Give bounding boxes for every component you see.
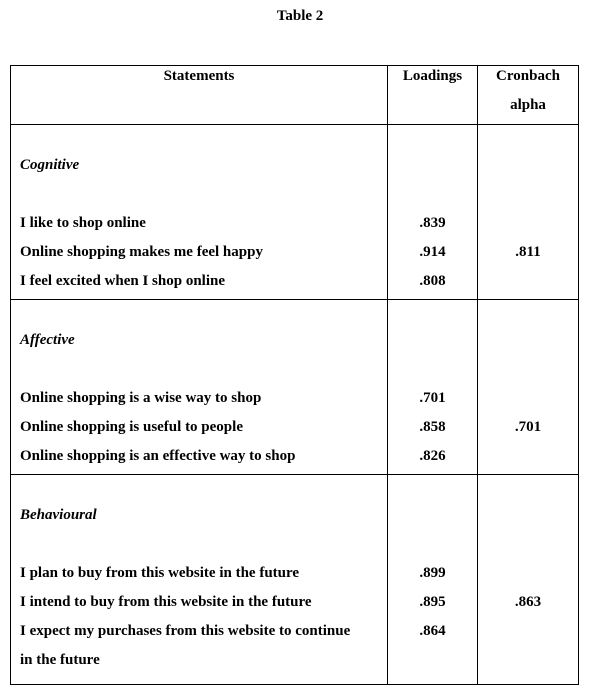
cognitive-bottom-border: [10, 299, 579, 300]
statement: I feel excited when I shop online: [20, 273, 226, 289]
loading-value: .826: [419, 448, 446, 464]
loadings-alpha-divider: [477, 65, 478, 685]
header-cronbach: Cronbach: [496, 68, 560, 84]
loading-value: .895: [419, 594, 446, 610]
section-heading-affective: Affective: [20, 332, 75, 348]
loading-value: .899: [419, 565, 446, 581]
statement: I plan to buy from this website in the future: [20, 565, 300, 581]
alpha-value: .811: [515, 244, 541, 260]
table-top-border: [10, 65, 579, 66]
section-heading-cognitive: Cognitive: [20, 157, 80, 173]
table-bottom-border: [10, 684, 579, 685]
header-bottom-border: [10, 124, 579, 125]
alpha-value: .863: [514, 594, 542, 610]
table-title: Table 2: [276, 8, 324, 24]
affective-bottom-border: [10, 474, 579, 475]
loading-value: .839: [419, 215, 446, 231]
statement: Online shopping makes me feel happy: [20, 244, 263, 260]
statement: Online shopping is an effective way to shop: [20, 448, 296, 464]
statement: I like to shop online: [20, 215, 146, 231]
loading-value: .864: [419, 623, 446, 639]
right-border: [578, 65, 579, 685]
loading-value: .914: [419, 244, 446, 260]
statements-loadings-divider: [387, 65, 388, 685]
statement: Online shopping is useful to people: [20, 419, 243, 435]
statement: I intend to buy from this website in the future: [20, 594, 312, 610]
left-border: [10, 65, 11, 685]
header-loadings: Loadings: [402, 68, 463, 84]
loading-value: .808: [419, 273, 446, 289]
header-statements: Statements: [163, 68, 235, 84]
loading-value: .701: [419, 390, 446, 406]
header-alpha: alpha: [510, 97, 546, 113]
statement: Online shopping is a wise way to shop: [20, 390, 262, 406]
data-table: [10, 65, 578, 685]
statement-continuation: in the future: [20, 652, 100, 668]
section-heading-behavioural: Behavioural: [20, 507, 97, 523]
statement: I expect my purchases from this website to continue: [20, 623, 351, 639]
alpha-value: .701: [514, 419, 542, 435]
loading-value: .858: [419, 419, 446, 435]
